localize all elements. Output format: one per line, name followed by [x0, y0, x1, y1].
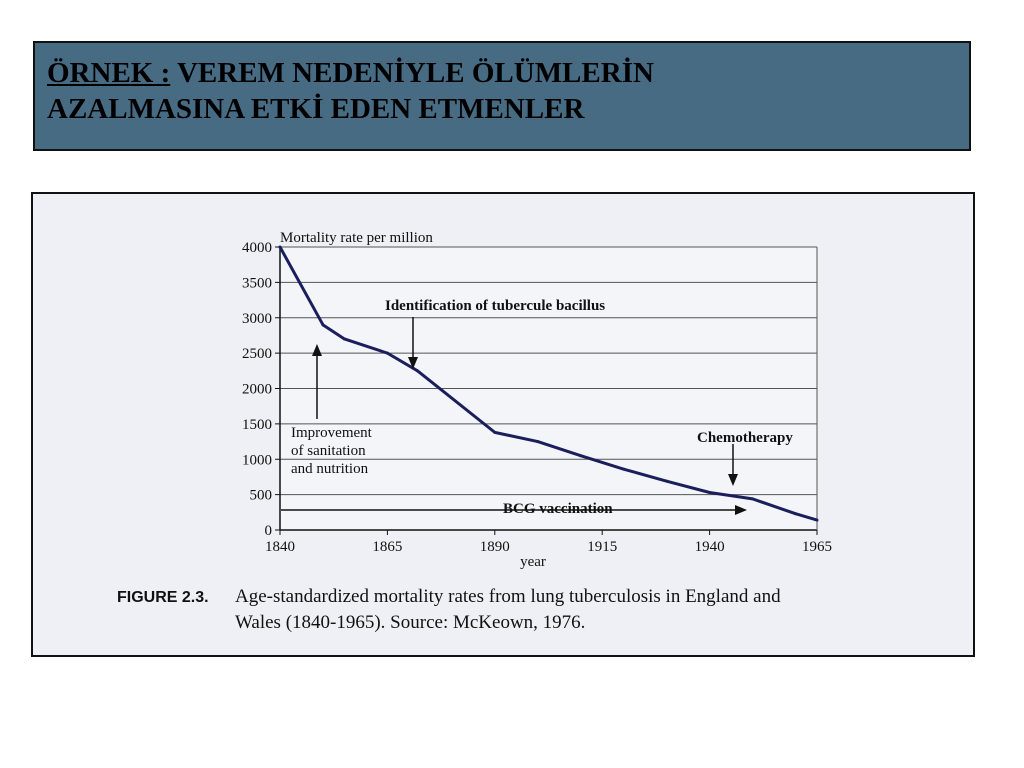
data-point-1865 [386, 352, 389, 355]
y-axis-title: Mortality rate per million [280, 230, 433, 246]
caption-line-2: Wales (1840-1965). Source: McKeown, 1976. [235, 612, 586, 633]
title-lead: ÖRNEK : [47, 57, 171, 89]
title-rest: VEREM NEDENİYLE ÖLÜMLERİN [170, 57, 654, 89]
y-tick-label-1500: 1500 [242, 416, 272, 433]
data-point-1855 [343, 337, 346, 340]
data-point-1940 [708, 491, 711, 494]
data-point-1910 [579, 454, 582, 457]
x-tick-label-1890: 1890 [479, 539, 510, 555]
y-tick-label-2000: 2000 [242, 381, 272, 398]
data-point-1900 [536, 440, 539, 443]
figure-panel [31, 192, 975, 657]
annotation-sanitation-3: and nutrition [291, 461, 369, 477]
y-tick-label-0: 0 [264, 523, 272, 539]
data-point-1840 [279, 246, 282, 249]
annotation-sanitation-1: Improvement [291, 425, 372, 441]
figure-caption [117, 584, 917, 635]
x-tick-label-1915: 1915 [587, 539, 618, 555]
y-tick-label-4000: 4000 [242, 240, 272, 256]
annotation-bacillus: Identification of tubercule bacillus [385, 298, 606, 314]
data-point-1890 [493, 431, 496, 434]
y-tick-label-2500: 2500 [242, 346, 272, 363]
y-tick-label-500: 500 [249, 487, 272, 504]
data-point-1850 [321, 323, 324, 326]
x-tick-label-1865: 1865 [372, 539, 403, 555]
annotation-sanitation-2: of sanitation [291, 443, 366, 459]
caption-line-1: Age-standardized mortality rates from lung tuberculosis in England and [235, 586, 781, 607]
y-tick-label-3000: 3000 [242, 310, 272, 327]
annotation-chemotherapy: Chemotherapy [697, 430, 793, 446]
x-tick-label-1965: 1965 [802, 539, 832, 555]
x-axis-title: year [520, 554, 546, 570]
data-point-1950 [751, 497, 754, 500]
caption-label: FIGURE 2.3. [117, 589, 209, 606]
x-tick-label-1940: 1940 [694, 539, 725, 555]
data-point-1920 [622, 468, 625, 471]
slide-title [33, 41, 971, 151]
title-line-2: AZALMASINA ETKİ EDEN ETMENLER [47, 93, 585, 125]
data-point-1960 [794, 512, 797, 515]
y-tick-label-1000: 1000 [242, 452, 272, 469]
annotation-bcg: BCG vaccination [503, 501, 613, 517]
x-tick-label-1840: 1840 [265, 539, 295, 555]
data-point-1930 [665, 480, 668, 483]
y-tick-label-3500: 3500 [242, 275, 272, 292]
data-point-1872 [416, 369, 419, 372]
data-point-1965 [816, 519, 819, 522]
